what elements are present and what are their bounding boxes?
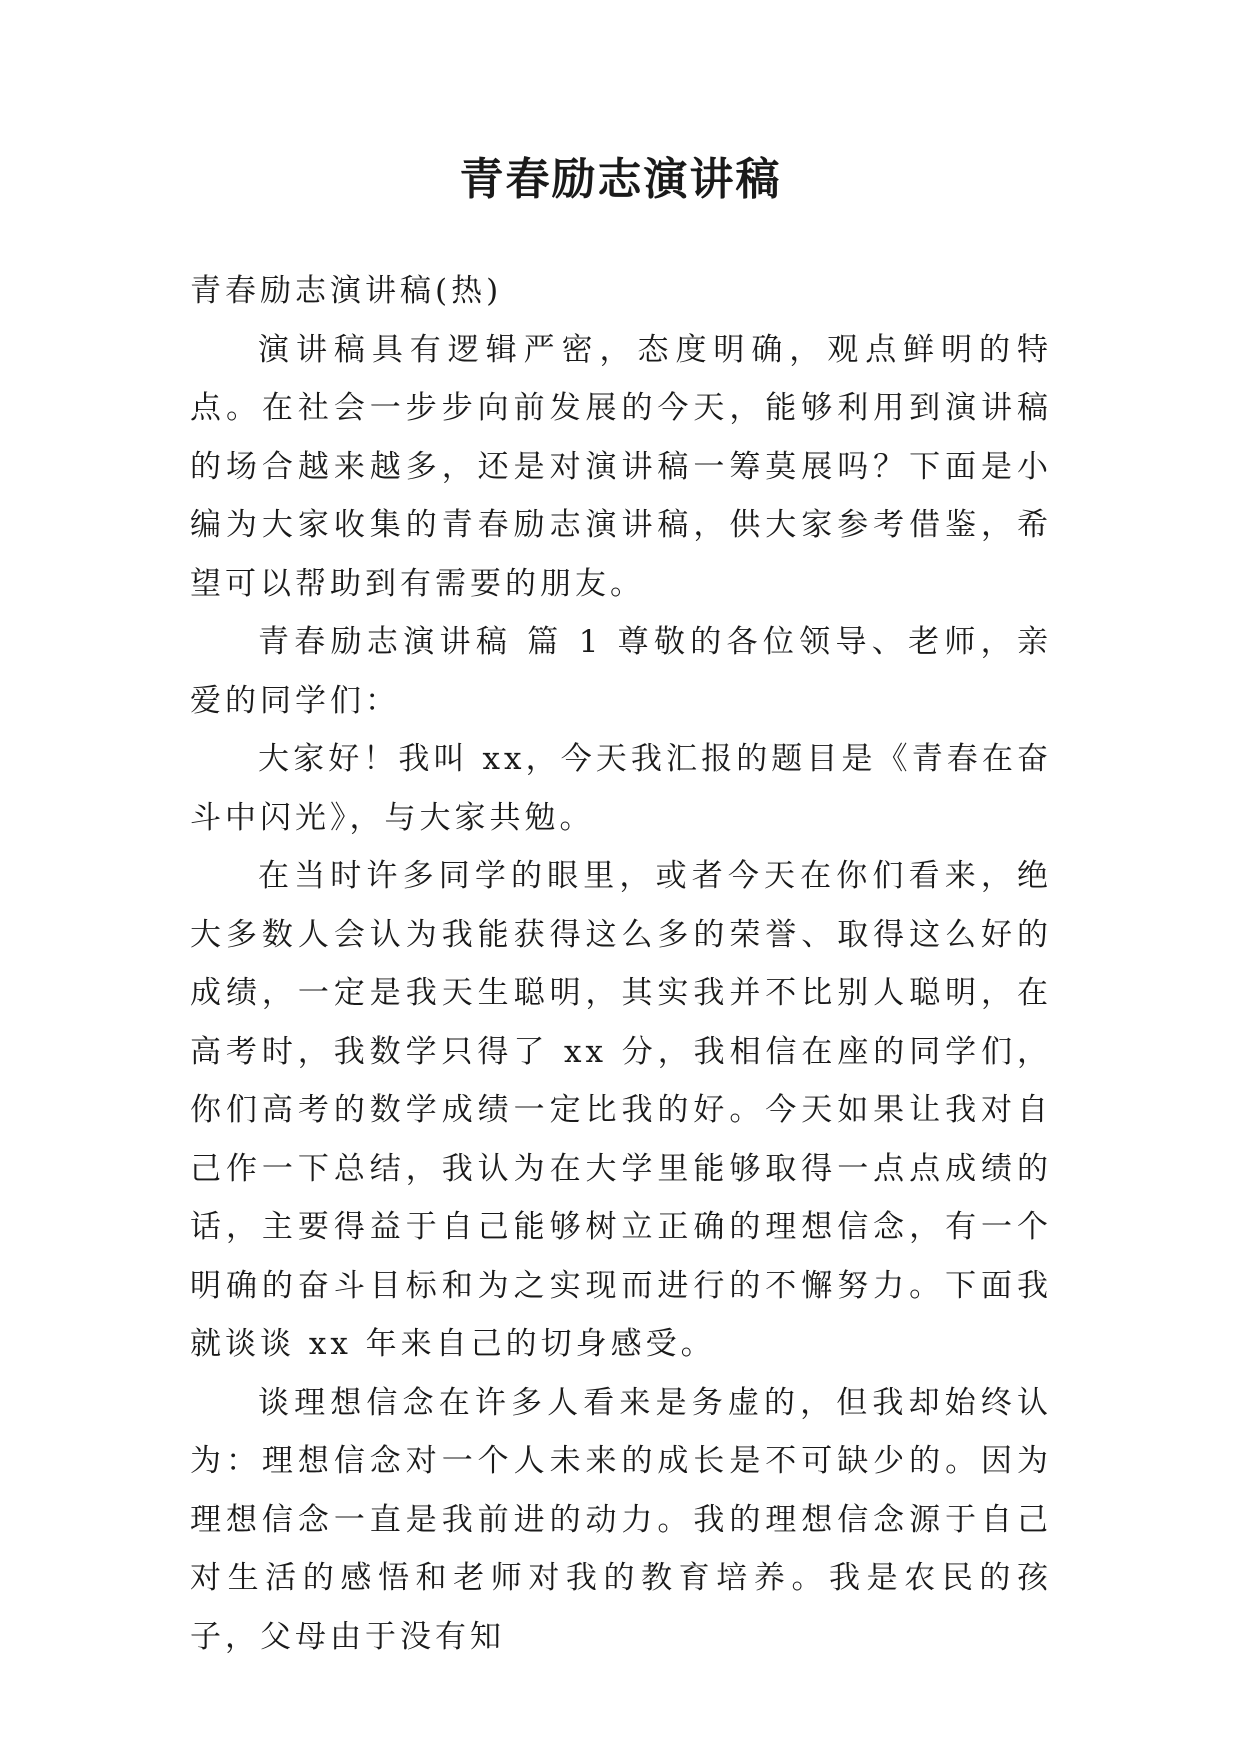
paragraph-intro: 演讲稿具有逻辑严密，态度明确，观点鲜明的特点。在社会一步步向前发展的今天，能够利用到演讲稿的场合越来越多，还是对演讲稿一筹莫展吗？下面是小编为大家收集的青春励志演讲稿，供大家参考借鉴，希望可以帮助到有需要的朋友。 [190,331,1052,602]
paragraph-greeting: 大家好！我叫 xx，今天我汇报的题目是《青春在奋斗中闪光》，与大家共勉。 [190,741,1052,836]
paragraph-body-2: 谈理想信念在许多人看来是务虚的，但我却始终认为：理想信念对一个人未来的成长是不可缺少的。因为理想信念一直是我前进的动力。我的理想信念源于自己对生活的感悟和老师对我的教育培养。我是农民的孩子，父母由于没有知 [190,1384,1052,1655]
document-title: 青春励志演讲稿 [459,154,782,205]
document-body [190,262,1052,1666]
paragraph-salutation: 青春励志演讲稿 篇 1 尊敬的各位领导、老师，亲爱的同学们： [190,624,1052,719]
paragraph-subtitle: 青春励志演讲稿(热) [190,273,503,309]
paragraph-body-1: 在当时许多同学的眼里，或者今天在你们看来，绝大多数人会认为我能获得这么多的荣誉、取得这么好的成绩，一定是我天生聪明，其实我并不比别人聪明，在高考时，我数学只得了 xx 分，我相信在座的同学们，你们高考的数学成绩一定比我的好。今天如果让我对自己作一下总结，我认为在大学里能够取得一点点成绩的话，主要得益于自己能够树立正确的理想信念，有一个明确的奋斗目标和为之实现而进行的不懈努力。下面我就谈谈 xx 年来自己的切身感受。 [190,858,1052,1362]
